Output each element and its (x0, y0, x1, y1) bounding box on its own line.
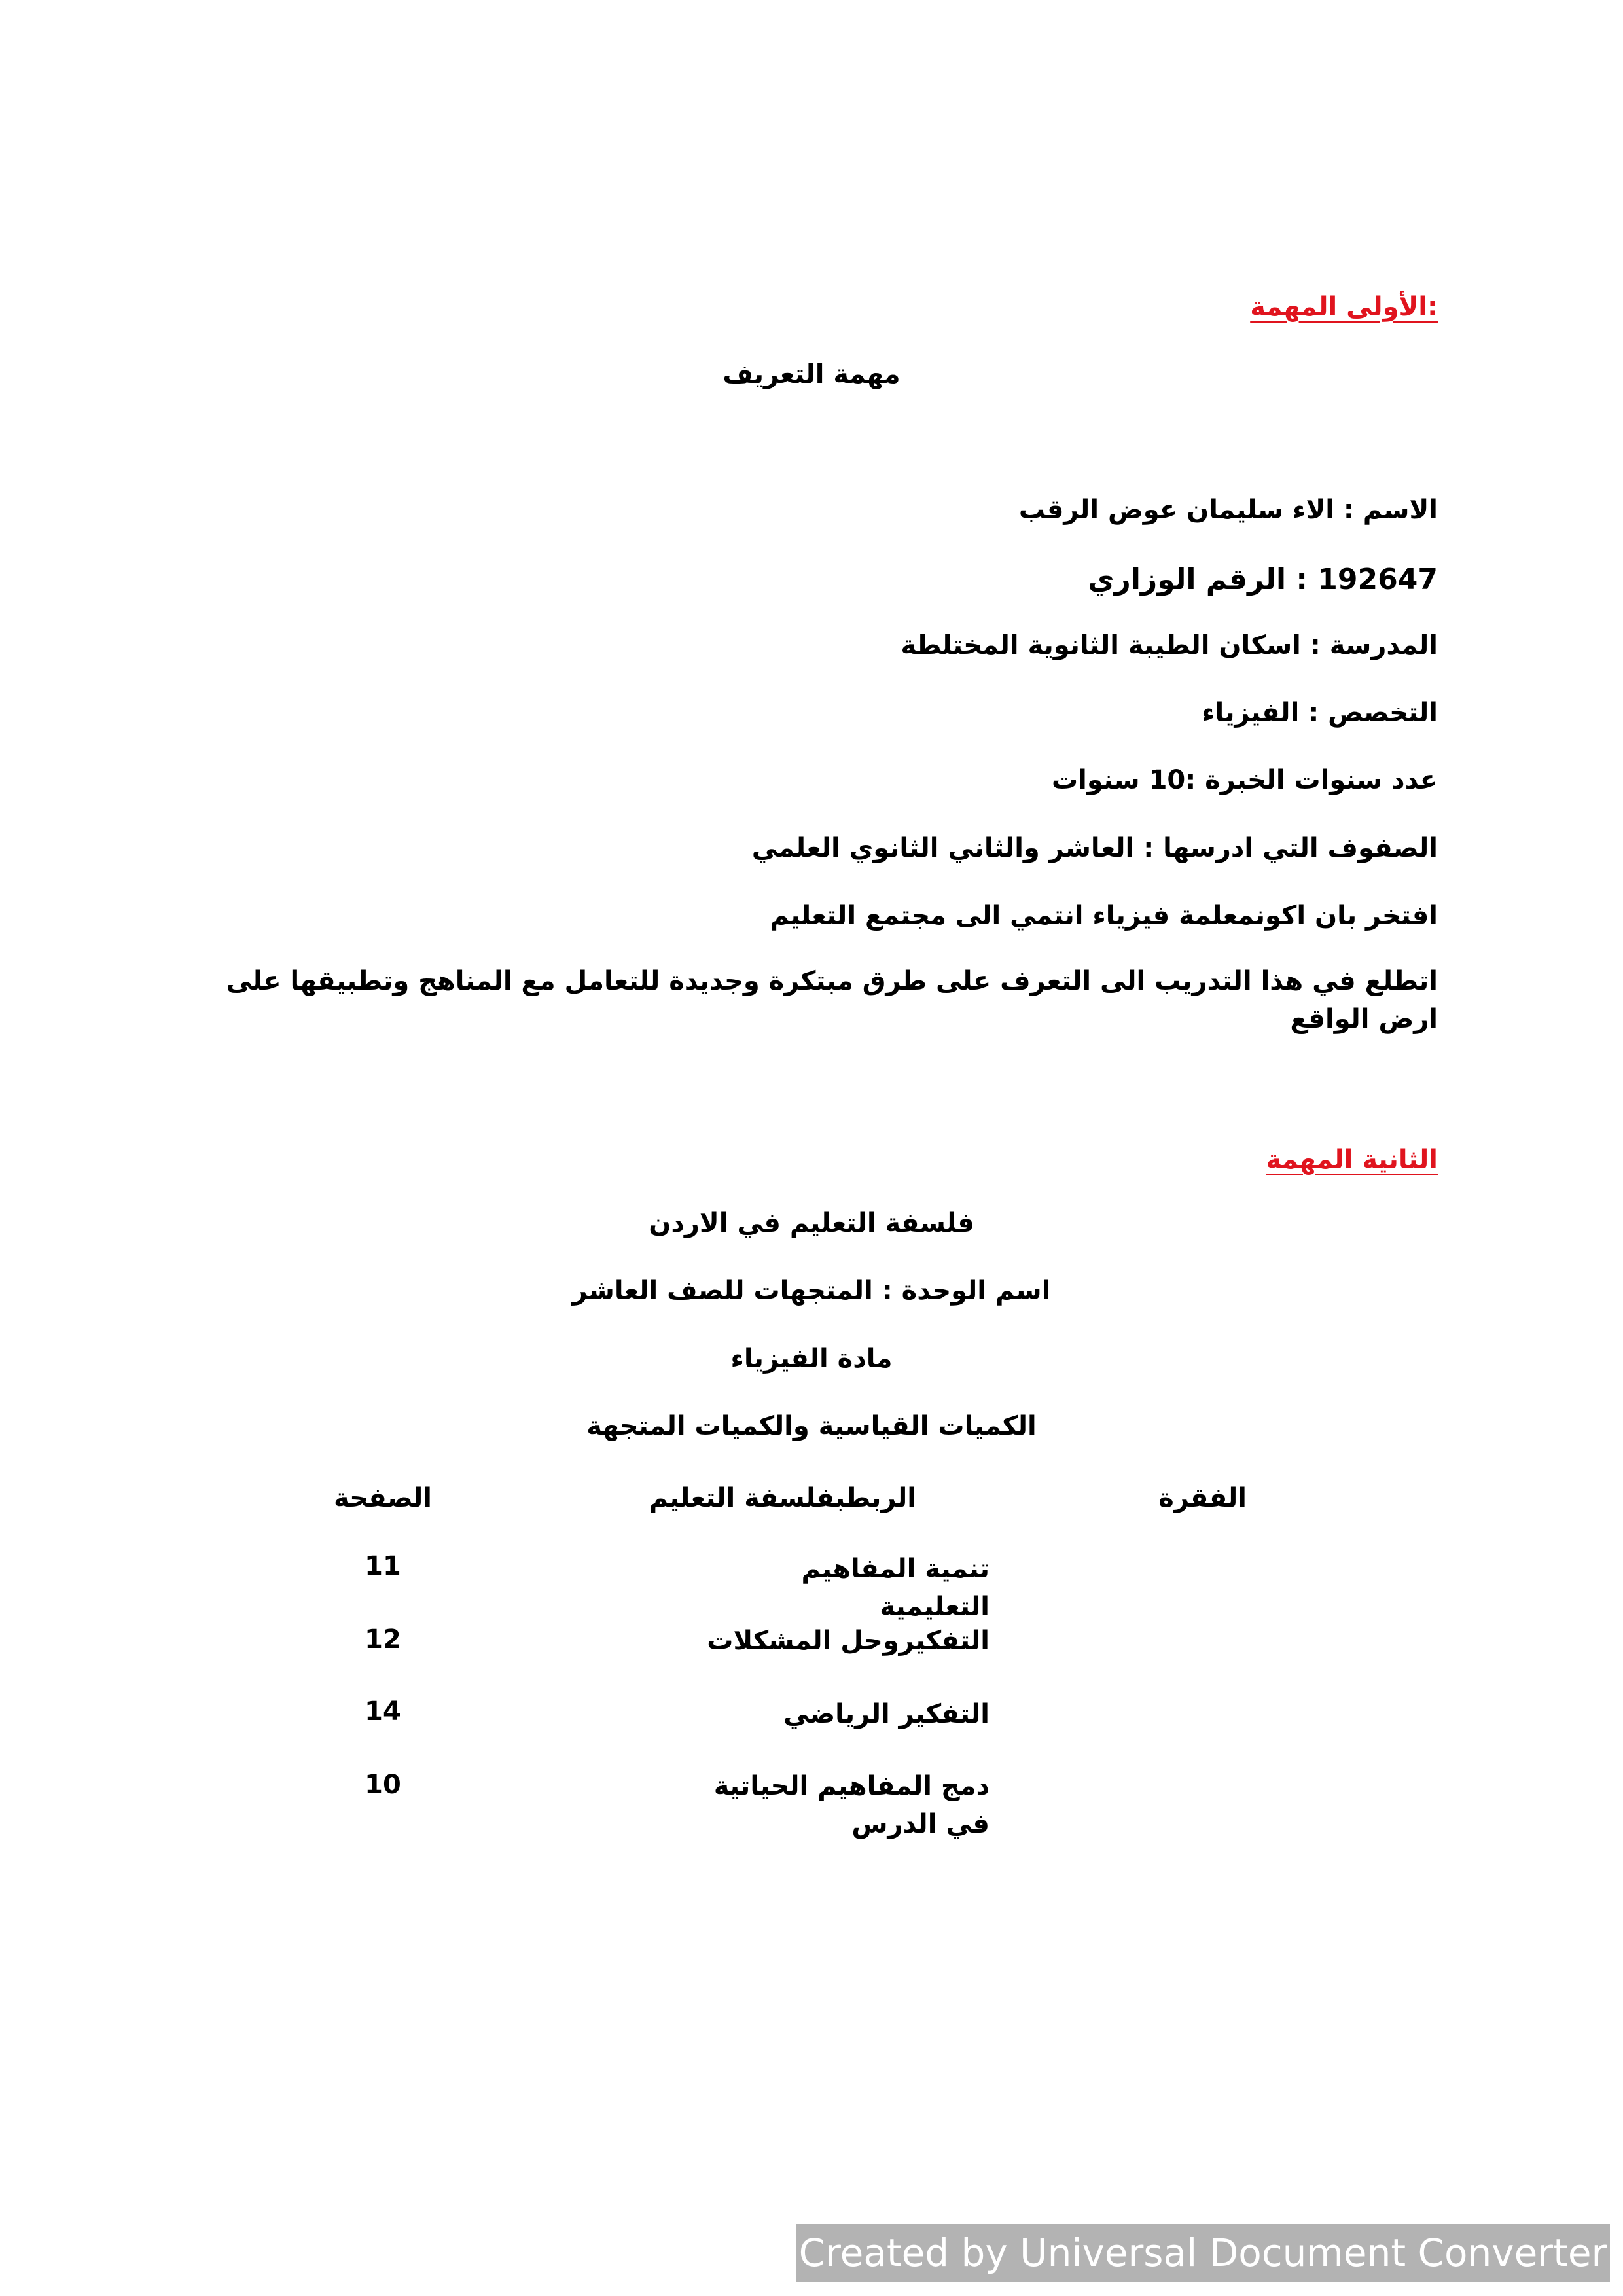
pride-line: افتخر بان اكونمعلمة فيزياء انتمي الى مجتمع التعليم (770, 901, 1438, 931)
experience-line: عدد سنوات الخبرة :10 سنوات (1051, 765, 1438, 795)
unit-name: اسم الوحدة : المتجهات للصف العاشر (572, 1276, 1051, 1306)
row-4-page: 10 (365, 1770, 401, 1800)
name-line: الاسم : الاء سليمان عوض الرقب (1018, 495, 1438, 525)
row-4-link: دمج المفاهيم الحياتية في الدرس (713, 1771, 990, 1839)
row-1-page: 11 (365, 1551, 401, 1581)
subject-name: مادة الفيزياء (730, 1344, 893, 1374)
task2-heading: الثانية المهمة (1266, 1145, 1438, 1175)
school-line: المدرسة : اسكان الطيبة الثانوية المختلطة (901, 630, 1438, 660)
row-2-link: التفكيروحل المشكلات (707, 1626, 990, 1656)
task1-heading: :الأولى المهمة (1250, 292, 1438, 322)
aspiration-paragraph: اتطلع في هذا التدريب الى التعرف على طرق مبتكرة وجديدة للتعامل مع المناهج وتطبيقها على ارض الواقع (226, 966, 1438, 1034)
ministry-number-line: 192647 : الرقم الوزاري (1088, 563, 1438, 596)
philosophy-title: فلسفة التعليم في الاردن (649, 1208, 974, 1238)
specialization-line: التخصص : الفيزياء (1202, 698, 1438, 728)
row-1-link: تنمية المفاهيم التعليمية (801, 1554, 990, 1622)
row-3-link: التفكير الرياضي (783, 1699, 990, 1729)
lesson-title: الكميات القياسية والكميات المتجهة (586, 1411, 1037, 1441)
converter-watermark: Created by Universal Document Converter (796, 2224, 1610, 2282)
header-page: الصفحة (333, 1483, 432, 1513)
grades-line: الصفوف التي ادرسها : العاشر والثاني الثانوي العلمي (751, 833, 1438, 863)
header-link: الربطبفلسفة التعليم (649, 1483, 916, 1513)
row-3-page: 14 (365, 1696, 401, 1727)
task1-title: مهمة التعريف (722, 359, 901, 389)
header-paragraph: الفقرة (1158, 1483, 1247, 1513)
row-2-page: 12 (365, 1624, 401, 1655)
